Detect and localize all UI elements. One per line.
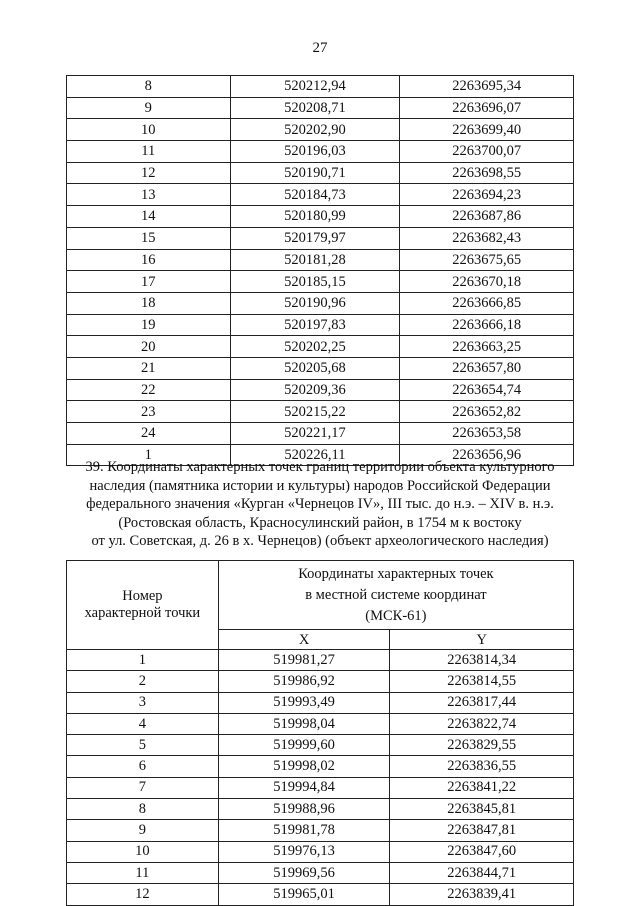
y-coordinate-cell: 2263814,55 [390,671,574,692]
y-coordinate-cell: 2263814,34 [390,650,574,671]
y-coordinate-cell: 2263817,44 [390,692,574,713]
x-coordinate-cell: 520202,25 [230,336,400,358]
y-coordinate-cell: 2263847,60 [390,841,574,862]
y-coordinate-cell: 2263675,65 [400,249,574,271]
table-row [67,292,574,314]
coordinates-table-continued [66,75,574,466]
table-row [67,713,574,734]
point-number-cell: 10 [67,841,219,862]
table-row [67,141,574,163]
y-coordinate-cell: 2263698,55 [400,162,574,184]
y-coordinate-cell: 2263844,71 [390,862,574,883]
y-coordinate-cell: 2263654,74 [400,379,574,401]
table-row [67,735,574,756]
table-row [67,357,574,379]
table-row [67,336,574,358]
point-number-cell: 20 [67,336,231,358]
table-row [67,314,574,336]
y-coordinate-cell: 2263847,81 [390,820,574,841]
x-coordinate-cell: 520190,71 [230,162,400,184]
point-number-cell: 11 [67,141,231,163]
y-coordinate-cell: 2263696,07 [400,97,574,119]
x-coordinate-cell: 520226,11 [230,444,400,466]
section-39-caption [40,458,600,551]
point-number-cell: 8 [67,799,219,820]
y-coordinate-cell: 2263836,55 [390,756,574,777]
y-coordinate-cell: 2263652,82 [400,401,574,423]
x-coordinate-cell: 520208,71 [230,97,400,119]
x-coordinate-cell: 519981,27 [218,650,390,671]
x-coordinate-cell: 520196,03 [230,141,400,163]
x-coordinate-cell: 520184,73 [230,184,400,206]
point-number-cell: 9 [67,97,231,119]
caption-line: федерального значения «Курган «Чернецов IV», III тыс. до н.э. – XIV в. н.э. [86,496,554,512]
point-number-cell: 22 [67,379,231,401]
table-row [67,862,574,883]
y-coordinate-cell: 2263687,86 [400,206,574,228]
y-coordinate-cell: 2263700,07 [400,141,574,163]
y-coordinate-cell: 2263663,25 [400,336,574,358]
y-coordinate-cell: 2263845,81 [390,799,574,820]
point-number-cell: 14 [67,206,231,228]
table-row [67,650,574,671]
table-row [67,271,574,293]
table-row [67,162,574,184]
point-number-cell: 7 [67,777,219,798]
table-row [67,206,574,228]
coordinates-header [218,561,573,630]
y-coordinate-cell: 2263666,18 [400,314,574,336]
y-coordinate-cell: 2263695,34 [400,76,574,98]
point-number-cell: 8 [67,76,231,98]
x-coordinate-cell: 519981,78 [218,820,390,841]
y-coordinate-cell: 2263656,96 [400,444,574,466]
x-coordinate-cell: 519988,96 [218,799,390,820]
table-row [67,76,574,98]
section-39-coordinates-body [67,650,574,906]
point-number-cell: 23 [67,401,231,423]
point-number-cell: 1 [67,444,231,466]
table-row [67,401,574,423]
x-coordinate-cell: 520197,83 [230,314,400,336]
y-coordinate-cell: 2263841,22 [390,777,574,798]
caption-line: (Ростовская область, Красносулинский район, в 1754 м к востоку [118,514,522,531]
table-row [67,841,574,862]
x-coordinate-cell: 520179,97 [230,227,400,249]
y-coordinate-cell: 2263694,23 [400,184,574,206]
point-number-cell: 24 [67,423,231,445]
y-coordinate-cell: 2263829,55 [390,735,574,756]
x-coordinate-cell: 519998,04 [218,713,390,734]
point-number-cell: 1 [67,650,219,671]
section-39-coordinates-table [66,560,574,906]
x-coordinate-cell: 520221,17 [230,423,400,445]
y-coordinate-cell: 2263699,40 [400,119,574,141]
x-coordinate-cell: 520185,15 [230,271,400,293]
page-number: 27 [312,40,328,56]
point-number-cell: 17 [67,271,231,293]
x-coordinate-cell: 519993,49 [218,692,390,713]
x-coordinate-cell: 520212,94 [230,76,400,98]
x-column-header: X [218,630,390,650]
caption-line: 39. Координаты характерных точек границ территории объекта культурного [85,459,555,475]
y-coordinate-cell: 2263839,41 [390,884,574,905]
x-coordinate-cell: 520209,36 [230,379,400,401]
y-coordinate-cell: 2263670,18 [400,271,574,293]
x-coordinate-cell: 520215,22 [230,401,400,423]
x-coordinate-cell: 520190,96 [230,292,400,314]
x-coordinate-cell: 519965,01 [218,884,390,905]
point-number-cell: 6 [67,756,219,777]
x-coordinate-cell: 519986,92 [218,671,390,692]
x-coordinate-cell: 519999,60 [218,735,390,756]
point-number-cell: 11 [67,862,219,883]
x-coordinate-cell: 519994,84 [218,777,390,798]
point-number-cell: 19 [67,314,231,336]
caption-line: наследия (памятника истории и культуры) народов Российской Федерации [89,477,551,494]
y-coordinate-cell: 2263657,80 [400,357,574,379]
coordinates-table-continued-body [67,76,574,466]
table-row [67,227,574,249]
point-number-cell: 15 [67,227,231,249]
point-number-cell: 16 [67,249,231,271]
x-coordinate-cell: 520180,99 [230,206,400,228]
y-coordinate-cell: 2263666,85 [400,292,574,314]
coordinates-header-line: в местной системе координат [305,586,487,603]
point-number-header-line: Номер [122,588,163,604]
point-number-cell: 18 [67,292,231,314]
table-row [67,423,574,445]
table-row [67,799,574,820]
table-row [67,756,574,777]
point-number-cell: 2 [67,671,219,692]
y-coordinate-cell: 2263653,58 [400,423,574,445]
point-number-header-line: характерной точки [84,605,201,621]
y-coordinate-cell: 2263682,43 [400,227,574,249]
coordinates-header-line: (МСК-61) [365,607,427,624]
y-column-header: Y [390,630,574,650]
point-number-cell: 13 [67,184,231,206]
point-number-cell: 12 [67,884,219,905]
table-row [67,97,574,119]
x-coordinate-cell: 520202,90 [230,119,400,141]
x-coordinate-cell: 519969,56 [218,862,390,883]
y-coordinate-cell: 2263822,74 [390,713,574,734]
coordinates-header-line: Координаты характерных точек [298,565,494,582]
point-number-cell: 21 [67,357,231,379]
table-row [67,671,574,692]
table-row [67,820,574,841]
point-number-cell: 12 [67,162,231,184]
x-coordinate-cell: 519998,02 [218,756,390,777]
table-row [67,249,574,271]
table-row [67,777,574,798]
x-coordinate-cell: 520181,28 [230,249,400,271]
table-row [67,379,574,401]
table-row [67,184,574,206]
point-number-cell: 4 [67,713,219,734]
x-coordinate-cell: 519976,13 [218,841,390,862]
table-row [67,119,574,141]
point-number-header [67,561,219,650]
point-number-cell: 10 [67,119,231,141]
point-number-cell: 5 [67,735,219,756]
point-number-cell: 3 [67,692,219,713]
table-row [67,692,574,713]
x-coordinate-cell: 520205,68 [230,357,400,379]
caption-line: от ул. Советская, д. 26 в х. Чернецов) (объект археологического наследия) [91,533,549,549]
point-number-cell: 9 [67,820,219,841]
